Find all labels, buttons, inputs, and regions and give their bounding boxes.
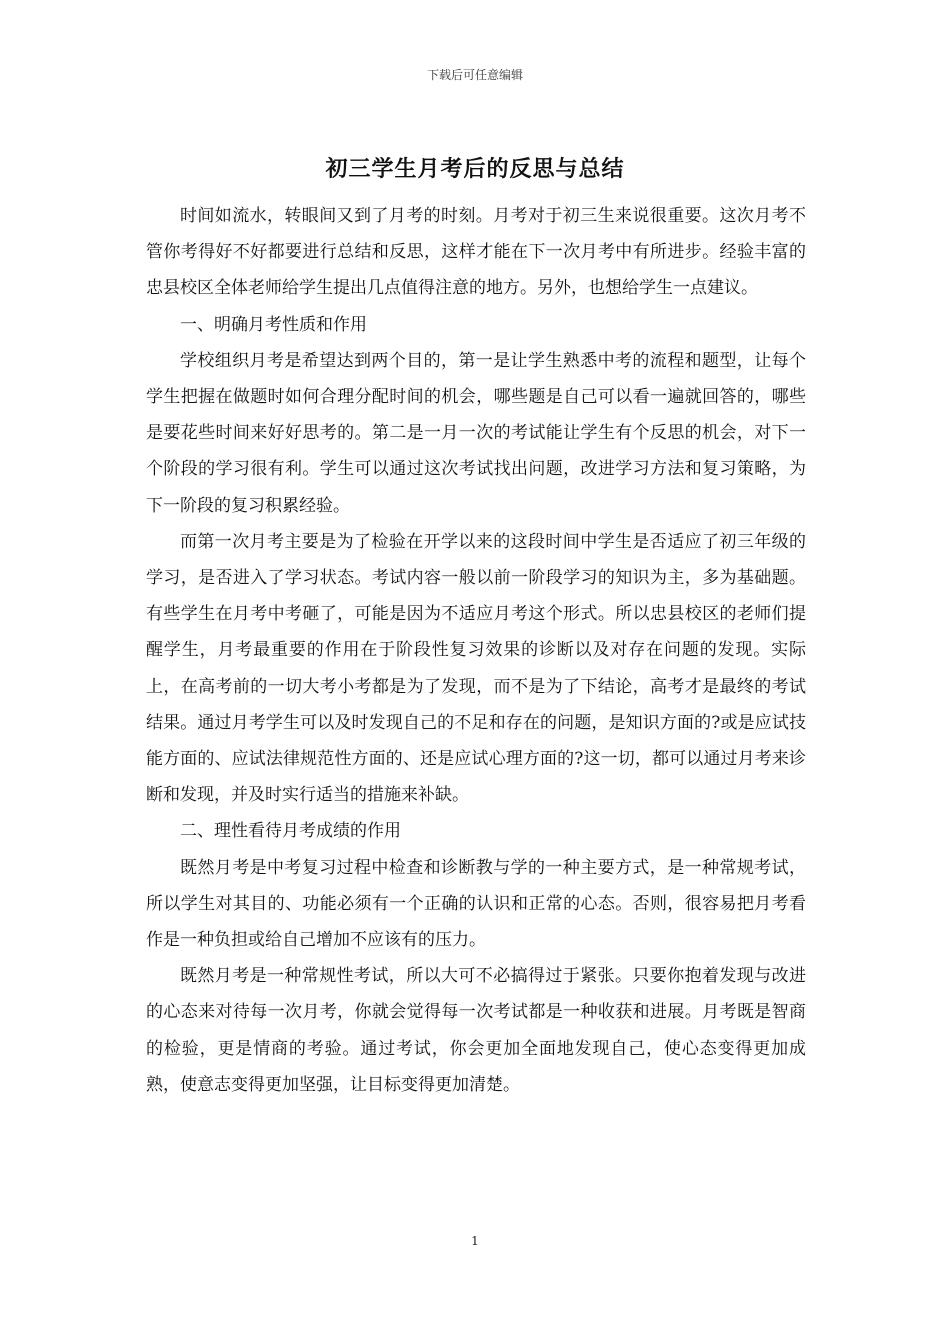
header-note: 下载后可任意编辑	[426, 68, 523, 82]
document-body	[146, 198, 806, 1103]
paragraph-intro: 时间如流水，转眼间又到了月考的时刻。月考对于初三生来说很重要。这次月考不管你考得好不好都要进行总结和反思，这样才能在下一次月考中有所进步。经验丰富的忠县校区全体老师给学生提出几点值得注意的地方。另外，也想给学生一点建议。	[146, 206, 806, 299]
section-heading-1: 一、明确月考性质和作用	[180, 314, 367, 335]
paragraph: 而第一次月考主要是为了检验在开学以来的这段时间中学生是否适应了初三年级的学习，是否进入了学习状态。考试内容一般以前一阶段学习的知识为主，多为基础题。有些学生在月考中考砸了，可能是因为不适应月考这个形式。所以忠县校区的老师们提醒学生，月考最重要的作用在于阶段性复习效果的诊断以及对存在问题的发现。实际上，在高考前的一切大考小考都是为了发现，而不是为了下结论，高考才是最终的考试结果。通过月考学生可以及时发现自己的不足和存在的问题，是知识方面的?或是应试技能方面的、应试法律规范性方面的、还是应试心理方面的?这一切，都可以通过月考来诊断和发现，并及时实行适当的措施来补缺。	[146, 531, 806, 806]
paragraph: 既然月考是中考复习过程中检查和诊断教与学的一种主要方式，是一种常规考试，所以学生对其目的、功能必须有一个正确的认识和正常的心态。否则，很容易把月考看作是一种负担或给自己增加不应该有的压力。	[146, 857, 806, 951]
document-title: 初三学生月考后的反思与总结	[325, 157, 625, 182]
paragraph: 既然月考是一种常规性考试，所以大可不必搞得过于紧张。只要你抱着发现与改进的心态来对待每一次月考，你就会觉得每一次考试都是一种收获和进展。月考既是智商的检验，更是情商的考验。通过考试，你会更加全面地发现自己，使心态变得更加成熟，使意志变得更加坚强，让目标变得更加清楚。	[146, 966, 806, 1095]
section-heading-2: 二、理性看待月考成绩的作用	[180, 821, 401, 842]
paragraph: 学校组织月考是希望达到两个目的，第一是让学生熟悉中考的流程和题型，让每个学生把握在做题时如何合理分配时间的机会，哪些题是自己可以看一遍就回答的，哪些是要花些时间来好好思考的。第二是一月一次的考试能让学生有个反思的机会，对下一个阶段的学习很有利。学生可以通过这次考试找出问题，改进学习方法和复习策略，为下一阶段的复习积累经验。	[146, 350, 806, 516]
page-number: 1	[471, 1234, 479, 1248]
